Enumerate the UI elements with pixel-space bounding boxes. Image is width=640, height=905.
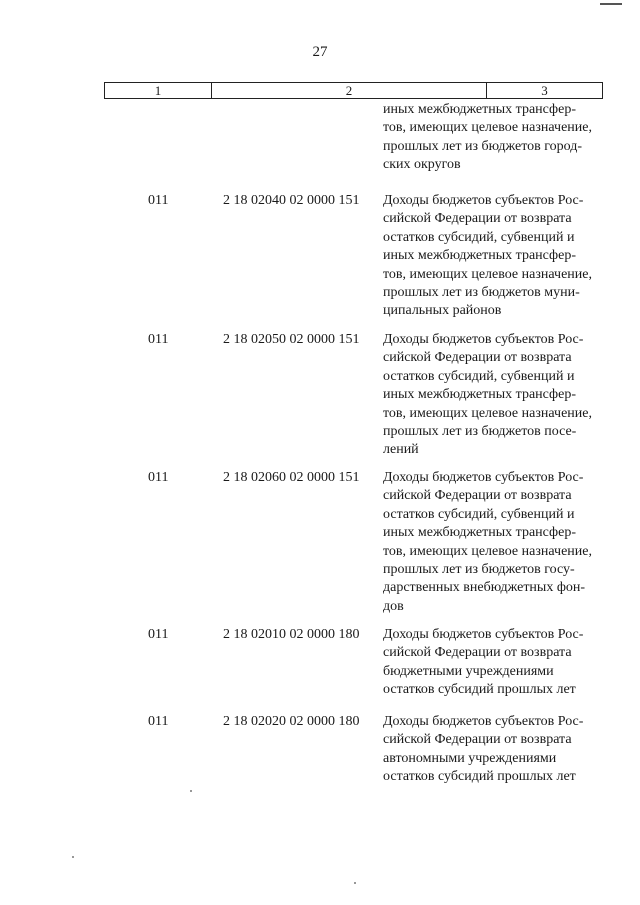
description-line: ципальных районов (383, 303, 502, 319)
description-line: тов, имеющих целевое назначение, (383, 266, 592, 282)
header-col-3: 3 (541, 83, 548, 98)
admin-code: 011 (148, 714, 169, 729)
description-line: Доходы бюджетов субъектов Рос- (383, 332, 584, 347)
description-line: тов, имеющих целевое назначение, (383, 543, 592, 559)
kbk-code: 2 18 02020 02 0000 180 (223, 714, 360, 729)
description-line: Доходы бюджетов субъектов Рос- (383, 627, 584, 642)
description-line: дарственных внебюджетных фон- (383, 580, 586, 596)
kbk-code: 2 18 02010 02 0000 180 (223, 627, 360, 642)
description-line: сийской Федерации от возврата (383, 488, 572, 504)
continuation-description (383, 101, 613, 175)
description-line: Доходы бюджетов субъектов Рос- (383, 470, 584, 485)
scan-speck (354, 882, 356, 884)
description-line: автономными учреждениями (383, 750, 557, 766)
description-line: сийской Федерации от возврата (383, 645, 572, 661)
row-description (383, 192, 613, 321)
kbk-code: 2 18 02060 02 0000 151 (223, 470, 360, 485)
description-line: бюджетными учреждениями (383, 663, 554, 679)
description-line: остатков субсидий прошлых лет (383, 682, 576, 698)
admin-code: 011 (148, 193, 169, 208)
admin-code: 011 (148, 470, 169, 485)
row-description (383, 331, 613, 460)
description-line: прошлых лет из бюджетов муни- (383, 285, 580, 301)
header-col-1: 1 (105, 83, 212, 98)
description-line: дов (383, 598, 404, 614)
header-col-2: 2 (212, 83, 487, 98)
row-description (383, 713, 613, 787)
description-line: иных межбюджетных трансфер- (383, 525, 576, 541)
description-line: иных межбюджетных трансфер- (383, 248, 576, 264)
description-line: лений (383, 442, 419, 458)
admin-code: 011 (148, 332, 169, 347)
description-line: тов, имеющих целевое назначение, (383, 120, 592, 136)
description-line: сийской Федерации от возврата (383, 350, 572, 366)
kbk-code: 2 18 02040 02 0000 151 (223, 193, 360, 208)
description-line: иных межбюджетных трансфер- (383, 102, 576, 117)
description-line: сийской Федерации от возврата (383, 732, 572, 748)
description-line: Доходы бюджетов субъектов Рос- (383, 193, 584, 208)
kbk-code: 2 18 02050 02 0000 151 (223, 332, 360, 347)
description-line: остатков субсидий, субвенций и (383, 506, 575, 522)
row-description (383, 469, 613, 616)
admin-code: 011 (148, 627, 169, 642)
description-line: сийской Федерации от возврата (383, 211, 572, 227)
description-line: остатков субсидий прошлых лет (383, 769, 576, 785)
description-line: Доходы бюджетов субъектов Рос- (383, 714, 584, 729)
description-line: прошлых лет из бюджетов город- (383, 138, 583, 154)
description-line: ских округов (383, 157, 461, 173)
row-description (383, 626, 613, 700)
description-line: остатков субсидий, субвенций и (383, 368, 575, 384)
table-header (104, 82, 603, 99)
description-line: прошлых лет из бюджетов госу- (383, 562, 575, 578)
description-line: тов, имеющих целевое назначение, (383, 405, 592, 421)
description-line: остатков субсидий, субвенций и (383, 229, 575, 245)
page-number: 27 (312, 44, 328, 60)
scan-speck (72, 856, 74, 858)
description-line: прошлых лет из бюджетов посе- (383, 424, 577, 440)
scan-speck (190, 790, 192, 792)
description-line: иных межбюджетных трансфер- (383, 387, 576, 403)
scan-mark (600, 3, 622, 5)
